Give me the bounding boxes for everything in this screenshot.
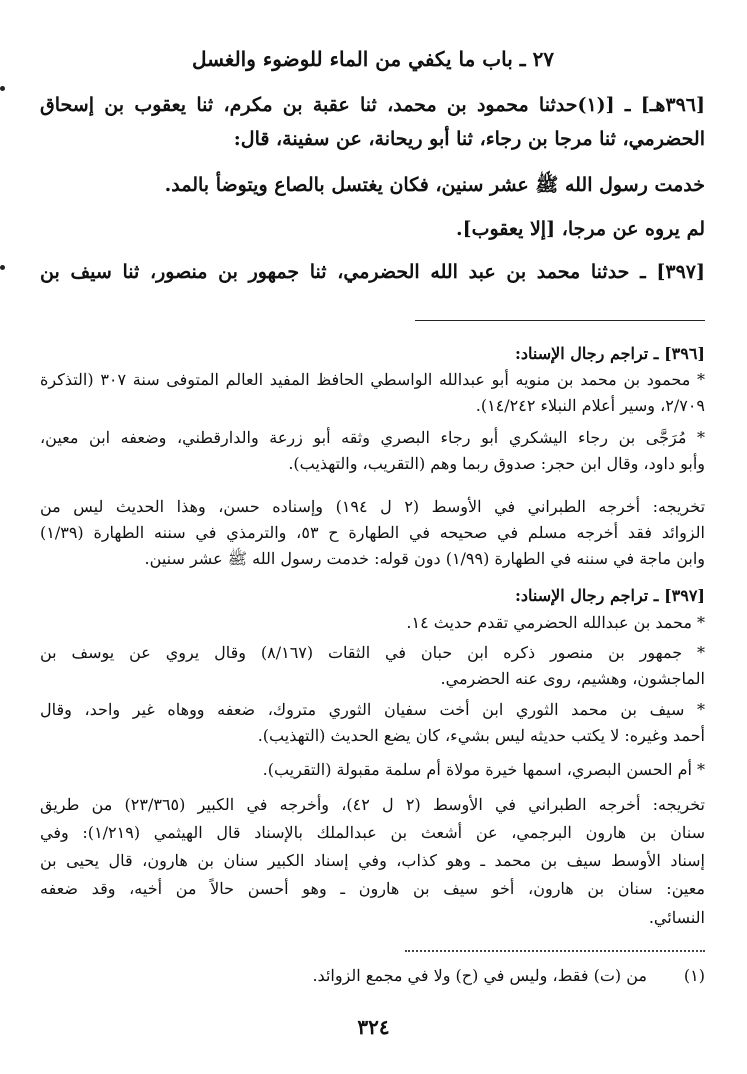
notes-397-line: الماجشون، وهشيم، روى عنه الحضرمي.: [440, 669, 705, 688]
notes-397-heading: [٣٩٧] ـ تراجم رجال الإسناد:: [515, 586, 705, 605]
notes-397-line: * محمد بن عبدالله الحضرمي تقدم حديث ١٤.: [406, 613, 705, 632]
notes-397-line: إسناد الأوسط سيف بن محمد ـ وهو كذاب، وفي إسناد الكبير سنان بن هارون، قال يحيى بن: [40, 851, 705, 870]
footnote-number: (١): [683, 966, 705, 985]
notes-396-line: الزوائد فقد أخرجه مسلم في صحيحه في الطهارة ح ٥٣، والترمذي في سننه الطهارة (١/٣٩): [40, 523, 705, 542]
notes-396-takhrij: تخريجه: أخرجه الطبراني في الأوسط (٢ ل ١٩٤) وإسناده حسن، وهذا الحديث ليس من: [40, 497, 705, 516]
notes-397-line: * جمهور بن منصور ذكره ابن حبان في الثقات (٨/١٦٧) وقال يروي عن يوسف بن: [40, 643, 705, 662]
chapter-title: ٢٧ ـ باب ما يكفي من الماء للوضوء والغسل: [191, 47, 555, 71]
hadith-396-line-2: الحضرمي، ثنا مرجا بن رجاء، ثنا أبو ريحانة، عن سفينة، قال:: [233, 128, 705, 150]
notes-396-line: * مُرَجَّى بن رجاء اليشكري أبو رجاء البصري وثقه أبو زرعة والدارقطني، وضعفه ابن معين،: [40, 428, 705, 447]
footnote-text: من (ت) فقط، وليس في (ح) ولا في مجمع الزوائد.: [312, 966, 647, 985]
hadith-396-note: لم يروه عن مرجا، [إلا يعقوب].: [455, 218, 705, 240]
hadith-396-matn: خدمت رسول الله ﷺ عشر سنين، فكان يغتسل بالصاع ويتوضأ بالمد.: [164, 174, 705, 196]
notes-397-line: النسائي.: [648, 908, 705, 927]
footnote-dotted-rule: [405, 950, 705, 952]
notes-397-line: سنان بن هارون البرجمي، عن أشعث بن عبدالملك بالإسناد قال الهيثمي (١/٢١٩): وفي: [40, 823, 705, 842]
notes-397-takhrij: تخريجه: أخرجه الطبراني في الأوسط (٢ ل ٤٢)، وأخرجه في الكبير (٢٣/٣٦٥) من طريق: [40, 795, 705, 814]
scan-edge-mark: [0, 265, 5, 270]
notes-separator-rule: [415, 320, 705, 321]
notes-396-line: ٢/٧٠٩، وسير أعلام النبلاء ١٤/٢٤٢).: [475, 396, 705, 415]
notes-396-heading: [٣٩٦] ـ تراجم رجال الإسناد:: [515, 344, 705, 363]
notes-396-line: وابن ماجة في سننه في الطهارة (١/٩٩) دون قوله: خدمت رسول الله ﷺ عشر سنين.: [144, 549, 705, 568]
notes-396-line: * محمود بن محمد بن منويه أبو عبدالله الواسطي الحافظ المفيد العالم المتوفى سنة ٣٠٧ (التذكرة: [40, 370, 705, 389]
notes-397-line: معين: سنان بن هارون، أخو سيف بن هارون ـ وهو أحسن حالاً من أخيه، وقد ضعفه: [40, 879, 705, 898]
notes-396-line: وأبو داود، وقال ابن حجر: صدوق ربما وهم (التقريب، والتهذيب).: [288, 454, 705, 473]
notes-397-line: * سيف بن محمد الثوري ابن أخت سفيان الثوري متروك، ضعفه ووهاه غير واحد، وقال: [40, 700, 705, 719]
hadith-396-line-1: [٣٩٦هـ] ـ [(١)حدثنا محمود بن محمد، ثنا عقبة بن مكرم، ثنا يعقوب بن إسحاق: [40, 94, 705, 116]
notes-397-line: أحمد وغيره: لا يكتب حديثه ليس بشيء، كان يضع الحديث (التهذيب).: [257, 726, 705, 745]
scan-edge-mark: [0, 86, 5, 91]
hadith-397-line-1: [٣٩٧] ـ حدثنا محمد بن عبد الله الحضرمي، ثنا جمهور بن منصور، ثنا سيف بن: [40, 261, 705, 283]
notes-397-line: * أم الحسن البصري، اسمها خيرة مولاة أم سلمة مقبولة (التقريب).: [262, 760, 705, 779]
page-number: ٣٢٤: [357, 1015, 390, 1039]
